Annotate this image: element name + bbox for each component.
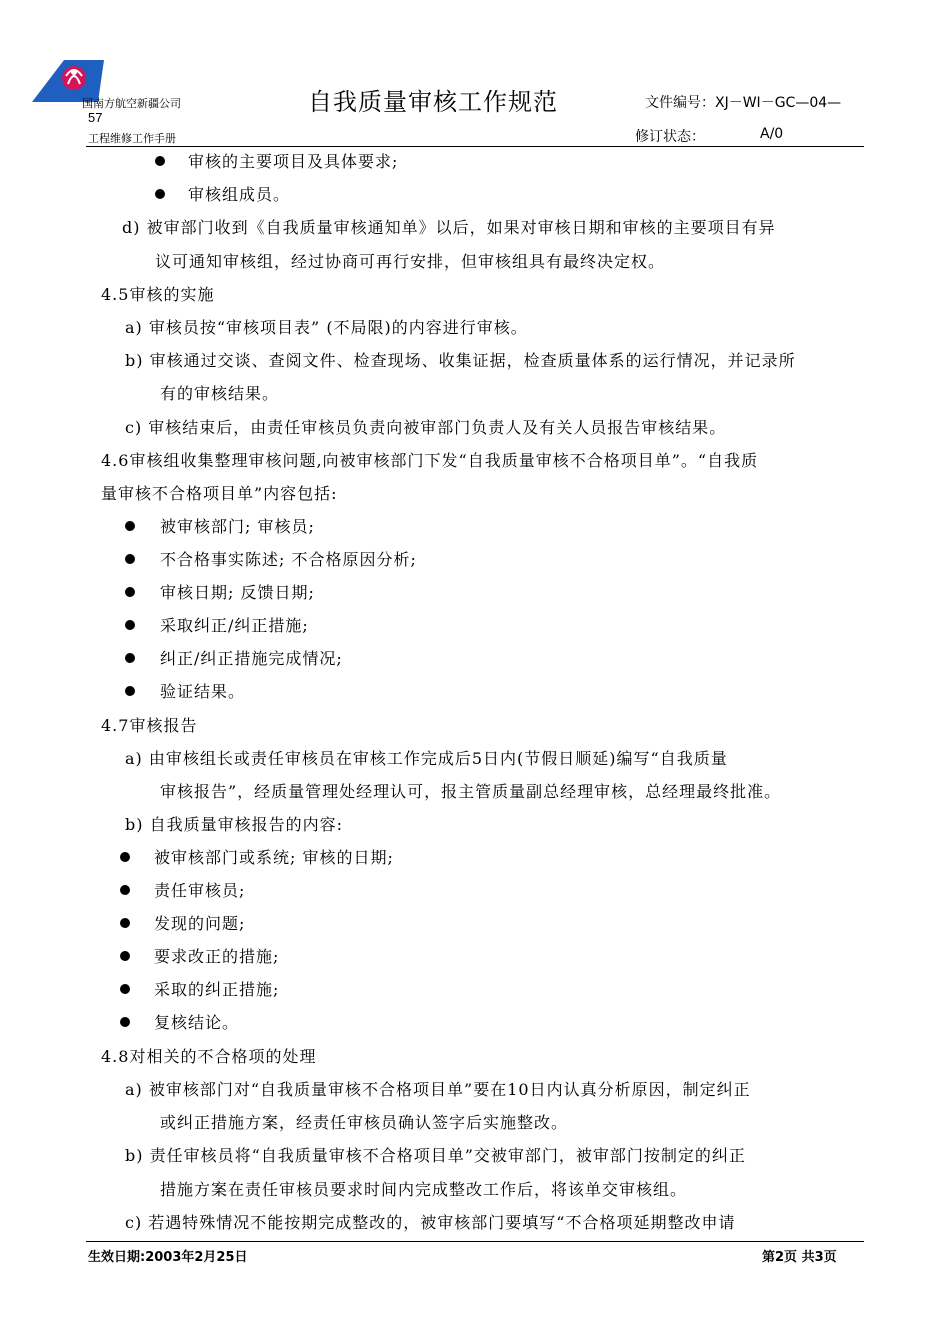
effective-date: 生效日期:2003年2月25日: [88, 1250, 248, 1265]
bullet-icon: [125, 587, 135, 597]
body-line: 要求改正的措施;: [154, 947, 280, 966]
body-line: 复核结论。: [154, 1013, 240, 1032]
bullet-icon: [125, 653, 135, 663]
bullet-icon: [120, 1017, 130, 1027]
body-line: 量审核不合格项目单”内容包括:: [101, 484, 338, 503]
body-line: 审核日期; 反馈日期;: [160, 583, 315, 602]
body-line: 责任审核员;: [154, 881, 246, 900]
header-divider: [86, 146, 864, 147]
body-line: 审核组成员。: [188, 185, 291, 204]
body-line: 验证结果。: [160, 682, 246, 701]
body-line: 纠正/纠正措施完成情况;: [160, 649, 343, 668]
bullet-icon: [120, 852, 130, 862]
body-line: b) 自我质量审核报告的内容:: [125, 815, 343, 834]
body-line: c) 若遇特殊情况不能按期完成整改的，被审核部门要填写“不合格项延期整改申请: [125, 1213, 736, 1232]
body-line: 采取的纠正措施;: [154, 980, 280, 999]
document-title: 自我质量审核工作规范: [308, 88, 558, 116]
body-line: b) 责任审核员将“自我质量审核不合格项目单”交被审部门，被审部门按制定的纠正: [125, 1146, 746, 1165]
bullet-icon: [125, 620, 135, 630]
body-line: a) 审核员按“审核项目表” (不局限)的内容进行审核。: [125, 318, 528, 337]
body-line: 议可通知审核组，经过协商可再行安排，但审核组具有最终决定权。: [155, 252, 666, 271]
bullet-icon: [155, 189, 165, 199]
body-line: a) 由审核组长或责任审核员在审核工作完成后5日内(节假日顺延)编写“自我质量: [125, 749, 728, 768]
body-line: 有的审核结果。: [160, 384, 280, 403]
body-line: 措施方案在责任审核员要求时间内完成整改工作后，将该单交审核组。: [160, 1180, 688, 1199]
body-line: d) 被审部门收到《自我质量审核通知单》以后，如果对审核日期和审核的主要项目有异: [122, 218, 776, 237]
revision-label: 修订状态：: [635, 129, 705, 145]
footer-divider: [86, 1241, 864, 1242]
body-line: 审核的主要项目及具体要求;: [188, 152, 399, 171]
bullet-icon: [120, 984, 130, 994]
bullet-icon: [125, 521, 135, 531]
revision-value: A/0: [760, 126, 784, 142]
section-heading: 4.8对相关的不合格项的处理: [101, 1047, 317, 1066]
company-name: 国南方航空新疆公司: [82, 98, 181, 110]
body-line: 不合格事实陈述; 不合格原因分析;: [160, 550, 417, 569]
page-fragment: 57: [88, 110, 103, 125]
body-line: 或纠正措施方案，经责任审核员确认签字后实施整改。: [160, 1113, 569, 1132]
bullet-icon: [120, 885, 130, 895]
bullet-icon: [120, 951, 130, 961]
page-info: 第2页 共3页: [762, 1250, 837, 1265]
body-line: b) 审核通过交谈、查阅文件、检查现场、收集证据，检查质量体系的运行情况，并记录所: [125, 351, 796, 370]
body-line: 审核报告”，经质量管理处经理认可，报主管质量副总经理审核，总经理最终批准。: [160, 782, 782, 801]
section-heading: 4.5审核的实施: [101, 285, 215, 304]
bullet-icon: [120, 918, 130, 928]
body-line: c) 审核结束后，由责任审核员负责向被审部门负责人及有关人员报告审核结果。: [125, 418, 727, 437]
body-line: 发现的问题;: [154, 914, 246, 933]
body-line: a) 被审核部门对“自我质量审核不合格项目单”要在10日内认真分析原因，制定纠正: [125, 1080, 751, 1099]
bullet-icon: [155, 156, 165, 166]
document-number: 文件编号：XJ－WI－GC—04—: [645, 95, 842, 111]
section-heading: 4.7审核报告: [101, 716, 198, 735]
body-line: 被审核部门或系统; 审核的日期;: [154, 848, 394, 867]
bullet-icon: [125, 554, 135, 564]
bullet-icon: [125, 686, 135, 696]
manual-name: 工程维修工作手册: [88, 133, 176, 145]
body-line: 采取纠正/纠正措施;: [160, 616, 309, 635]
body-line: 被审核部门; 审核员;: [160, 517, 315, 536]
section-heading: 4.6审核组收集整理审核问题,向被审核部门下发“自我质量审核不合格项目单”。“自我质: [101, 451, 759, 470]
